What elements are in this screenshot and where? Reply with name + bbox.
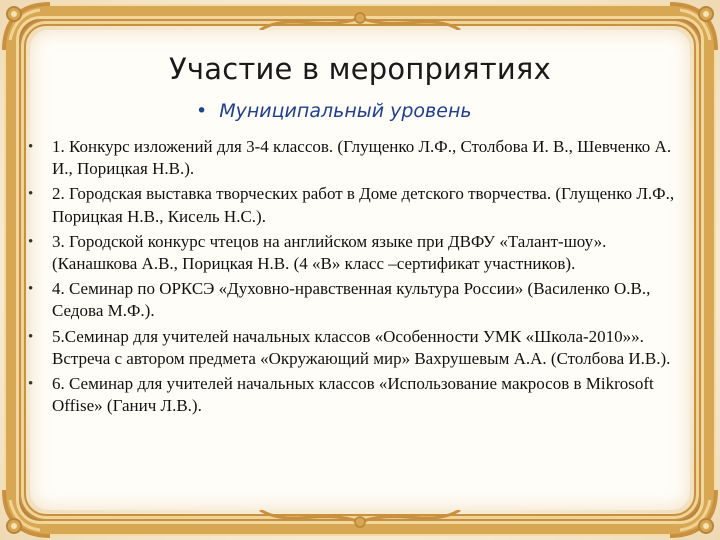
bullet-icon: • xyxy=(196,100,208,122)
list-item xyxy=(24,183,694,227)
list-item-text: 2. Городская выставка творческих работ в Доме детского творчества. (Глущенко Л.Ф., Порицкая Н.В., Кисель Н.С.). xyxy=(52,184,675,226)
list-item-text: 4. Семинар по ОРКСЭ «Духовно-нравственная культура России» (Василенко О.В., Седова М.Ф.). xyxy=(52,279,651,321)
list-item xyxy=(24,231,694,275)
slide-subtitle xyxy=(196,100,472,122)
list-item xyxy=(24,278,694,322)
bullet-icon: • xyxy=(28,376,34,393)
slide-title: Участие в мероприятиях xyxy=(169,52,551,86)
list-item-text: 1. Конкурс изложений для 3-4 классов. (Глущенко Л.Ф., Столбова И. В., Шевченко А. И., Порицкая Н.В.). xyxy=(52,137,672,179)
bullet-icon: • xyxy=(28,281,34,298)
list-item xyxy=(24,373,694,417)
list-item xyxy=(24,136,694,180)
bullet-icon: • xyxy=(28,186,34,203)
bullet-icon: • xyxy=(28,139,34,155)
bullet-icon: • xyxy=(28,233,34,250)
event-list xyxy=(24,136,694,420)
list-item-text: 6. Семинар для учителей начальных классов «Использование макросов в Mikrosoft Offise» (Ганич Л.В.). xyxy=(52,374,654,416)
subtitle-text: Муниципальный уровень xyxy=(219,100,472,122)
bullet-icon: • xyxy=(28,328,34,345)
list-item-text: 3. Городской конкурс чтецов на английском языке при ДВФУ «Талант-шоу». (Канашкова А.В., Порицкая Н.В. (4 «В» класс –сертификат участников). xyxy=(52,231,607,274)
list-item xyxy=(24,326,694,370)
list-item-text: 5.Семинар для учителей начальных классов «Особенности УМК «Школа-2010»». Встреча с автором предмета «Окружающий мир» Вахрушевым А.А. (Столбова И.В.). xyxy=(52,326,671,368)
